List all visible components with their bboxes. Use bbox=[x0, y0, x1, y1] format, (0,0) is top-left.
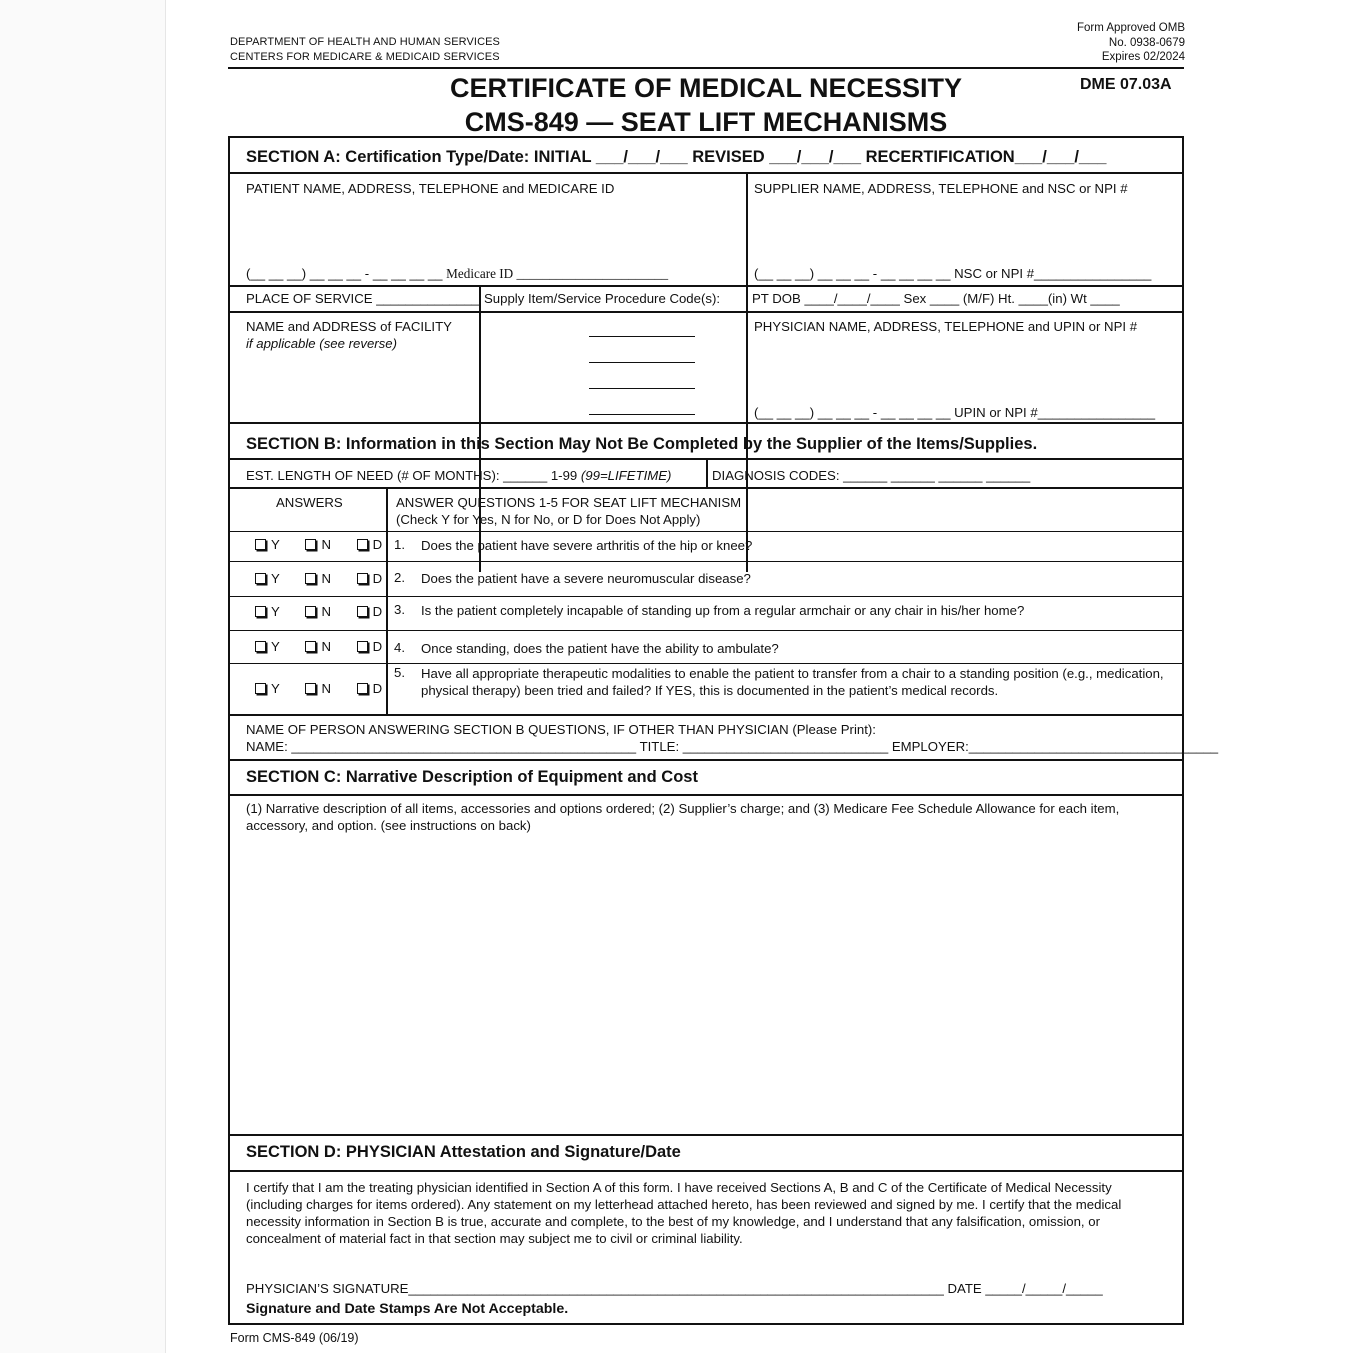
omb-line-1: Form Approved OMB bbox=[1076, 22, 1185, 34]
form-subtitle: CMS-849 — SEAT LIFT MECHANISMS bbox=[464, 107, 948, 137]
length-of-need-field[interactable] bbox=[246, 467, 671, 484]
physician-phone-field[interactable]: (__ __ __) __ __ __ - __ __ __ __ UPIN or NPI #________________ bbox=[754, 405, 1156, 420]
question-number: 5. bbox=[394, 665, 405, 680]
checkbox-does-not-apply-q1[interactable] bbox=[357, 539, 368, 550]
header-rule bbox=[228, 67, 1184, 69]
divider bbox=[230, 1134, 1182, 1136]
divider bbox=[230, 422, 1182, 424]
procedure-code-blank-2[interactable] bbox=[589, 362, 695, 363]
supplier-phone-field[interactable]: (__ __ __) __ __ __ - __ __ __ __ NSC or NPI #________________ bbox=[754, 266, 1152, 281]
checkbox-yes-q5[interactable] bbox=[255, 683, 266, 694]
divider bbox=[230, 285, 1182, 287]
checkbox-yes-q2[interactable] bbox=[255, 573, 266, 584]
divider bbox=[230, 311, 1182, 313]
physician-signature-date-field[interactable]: PHYSICIAN’S SIGNATURE_________________________________________________________________________ DATE _____/_____/_____ bbox=[246, 1281, 1103, 1296]
omb-approval bbox=[1077, 21, 1185, 65]
answer-checkboxes-q2[interactable]: Y N D bbox=[255, 571, 382, 586]
answer-checkboxes-q5[interactable]: Y N D bbox=[255, 681, 382, 696]
omb-line-3: Expires 02/2024 bbox=[1101, 51, 1185, 63]
answer-checkboxes-q3[interactable]: Y N D bbox=[255, 604, 382, 619]
supplier-info-label: SUPPLIER NAME, ADDRESS, TELEPHONE and NSC or NPI # bbox=[754, 181, 1128, 196]
cmn-form bbox=[228, 136, 1219, 1325]
patient-dob-sex-height-weight-field[interactable]: PT DOB ____/____/____ Sex ____ (M/F) Ht. ____(in) Wt ____ bbox=[752, 291, 1120, 306]
agency-line-1: DEPARTMENT OF HEALTH AND HUMAN SERVICES bbox=[230, 36, 500, 48]
questions-instructions-1: ANSWER QUESTIONS 1-5 FOR SEAT LIFT MECHANISM bbox=[396, 495, 742, 510]
divider bbox=[230, 1170, 1182, 1172]
checkbox-does-not-apply-q2[interactable] bbox=[357, 573, 368, 584]
patient-phone-blank: (__ __ __) __ __ __ - __ __ __ __ bbox=[246, 266, 447, 281]
form-title: CERTIFICATE OF MEDICAL NECESSITY bbox=[449, 73, 963, 103]
answer-checkboxes-q4[interactable]: Y N D bbox=[255, 639, 382, 654]
patient-info-label: PATIENT NAME, ADDRESS, TELEPHONE and MEDICARE ID bbox=[246, 181, 615, 196]
question-number: 3. bbox=[394, 602, 405, 617]
checkbox-no-q1[interactable] bbox=[305, 539, 316, 550]
divider bbox=[230, 759, 1182, 761]
checkbox-yes-q4[interactable] bbox=[255, 641, 266, 652]
facility-sublabel: if applicable (see reverse) bbox=[246, 336, 397, 351]
question-text: Does the patient have a severe neuromuscular disease? bbox=[421, 571, 751, 586]
divider bbox=[230, 561, 1182, 562]
stamps-not-acceptable-note: Signature and Date Stamps Are Not Acceptable. bbox=[246, 1301, 569, 1317]
questions-instructions-2: (Check Y for Yes, N for No, or D for Does Not Apply) bbox=[396, 512, 701, 527]
divider bbox=[230, 487, 1182, 489]
narrative-description-area[interactable] bbox=[240, 838, 1172, 1128]
section-a-heading: SECTION A: Certification Type/Date: INITIAL ___/___/___ REVISED ___/___/___ RECERTIFICATION___/___/___ bbox=[246, 148, 1107, 166]
form-code: DME 07.03A bbox=[1080, 76, 1172, 93]
divider bbox=[230, 596, 1182, 597]
procedure-code-blank-1[interactable] bbox=[589, 336, 695, 337]
question-text: Have all appropriate therapeutic modalities to enable the patient to transfer from a chair to a standing position (e.g., medication, physical therapy) been tried and failed? If YES, this is documented in the patient’s medical records. bbox=[421, 666, 1164, 698]
question-number: 4. bbox=[394, 640, 405, 655]
answer-checkboxes-q1[interactable]: Y N D bbox=[255, 537, 382, 552]
length-of-need-lifetime-note: (99=LIFETIME) bbox=[580, 468, 672, 483]
divider bbox=[386, 488, 388, 715]
place-of-service-field[interactable]: PLACE OF SERVICE ______________ bbox=[246, 291, 479, 306]
physician-attestation: I certify that I am the treating physician identified in Section A of this form. I have received Sections A, B and C of the Certificate of Medical Necessity (including charges for items ordered). Any statement on my letterhead attached hereto, has been reviewed and signed by me. I certify that the medical necessity information in Section B is true, accurate and complete, to the best of my knowledge, and I understand that any falsification, omission, or concealment of material fact in that section may subject me to civil or criminal liability. bbox=[246, 1180, 1122, 1246]
divider bbox=[230, 531, 1182, 532]
agency-line-2: CENTERS FOR MEDICARE & MEDICAID SERVICES bbox=[230, 51, 500, 63]
checkbox-yes-q1[interactable] bbox=[255, 539, 266, 550]
person-answering-fields[interactable]: NAME: _______________________________________________ TITLE: ____________________________ EMPLOYER:__________________________________ bbox=[246, 739, 1219, 754]
person-answering-label: NAME OF PERSON ANSWERING SECTION B QUESTIONS, IF OTHER THAN PHYSICIAN (Please Print): bbox=[246, 722, 876, 737]
divider bbox=[746, 173, 748, 285]
question-number: 1. bbox=[394, 537, 405, 552]
divider bbox=[479, 286, 481, 572]
answers-column-header: ANSWERS bbox=[276, 495, 343, 510]
procedure-code-blank-4[interactable] bbox=[589, 414, 695, 415]
supply-item-label: Supply Item/Service Procedure Code(s): bbox=[484, 291, 721, 306]
question-text: Once standing, does the patient have the ability to ambulate? bbox=[421, 641, 779, 656]
procedure-code-blank-3[interactable] bbox=[589, 388, 695, 389]
section-c-heading: SECTION C: Narrative Description of Equipment and Cost bbox=[246, 768, 698, 786]
divider bbox=[230, 794, 1182, 796]
divider bbox=[230, 172, 1182, 174]
divider bbox=[230, 714, 1182, 716]
physician-info-label: PHYSICIAN NAME, ADDRESS, TELEPHONE and UPIN or NPI # bbox=[754, 319, 1138, 334]
patient-phone-field[interactable] bbox=[246, 265, 668, 282]
agency-header bbox=[230, 35, 500, 65]
checkbox-no-q3[interactable] bbox=[305, 606, 316, 617]
checkbox-no-q4[interactable] bbox=[305, 641, 316, 652]
length-of-need-label: EST. LENGTH OF NEED (# OF MONTHS): ______ 1-99 bbox=[246, 468, 581, 483]
patient-medicare-id-field: Medicare ID _______________________ bbox=[446, 266, 669, 281]
checkbox-does-not-apply-q4[interactable] bbox=[357, 641, 368, 652]
diagnosis-codes-field[interactable]: DIAGNOSIS CODES: ______ ______ ______ ______ bbox=[712, 468, 1031, 483]
question-text: Is the patient completely incapable of standing up from a regular armchair or any chair in his/her home? bbox=[421, 603, 1025, 618]
divider bbox=[230, 663, 1182, 664]
question-number: 2. bbox=[394, 570, 405, 585]
question-text: Does the patient have severe arthritis of the hip or knee? bbox=[421, 538, 753, 553]
divider bbox=[230, 630, 1182, 631]
section-d-heading: SECTION D: PHYSICIAN Attestation and Signature/Date bbox=[246, 1143, 681, 1161]
form-footer-id: Form CMS-849 (06/19) bbox=[230, 1331, 359, 1345]
divider bbox=[706, 459, 708, 487]
checkbox-yes-q3[interactable] bbox=[255, 606, 266, 617]
checkbox-no-q5[interactable] bbox=[305, 683, 316, 694]
checkbox-no-q2[interactable] bbox=[305, 573, 316, 584]
page-margin bbox=[0, 0, 166, 1353]
checkbox-does-not-apply-q5[interactable] bbox=[357, 683, 368, 694]
divider bbox=[746, 286, 748, 572]
omb-line-2: No. 0938-0679 bbox=[1108, 36, 1185, 49]
section-b-heading: SECTION B: Information in this Section May Not Be Completed by the Supplier of the Items/Supplies. bbox=[246, 435, 1038, 453]
section-c-instructions: (1) Narrative description of all items, accessories and options ordered; (2) Supplier’s charge; and (3) Medicare Fee Schedule Allowance for each item, accessory, and option. (see instructions on back) bbox=[246, 801, 1120, 833]
checkbox-does-not-apply-q3[interactable] bbox=[357, 606, 368, 617]
facility-label: NAME and ADDRESS of FACILITY bbox=[246, 319, 452, 334]
